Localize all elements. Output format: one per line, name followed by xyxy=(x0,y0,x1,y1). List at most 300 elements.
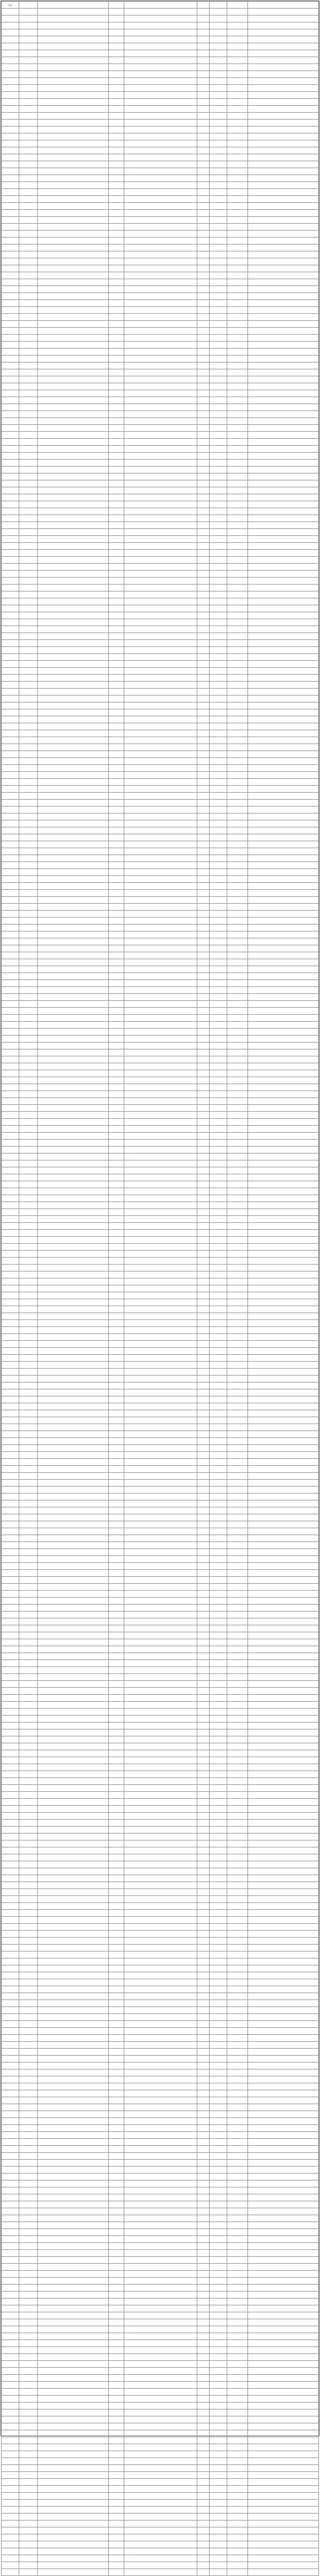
school-name-cell xyxy=(38,1160,109,1167)
tuition-cell xyxy=(227,1140,248,1147)
category-cell xyxy=(2,293,19,300)
category-cell xyxy=(2,113,19,120)
major-code-cell xyxy=(109,1084,124,1091)
tuition-cell xyxy=(227,29,248,36)
major-name-cell xyxy=(124,1986,197,1993)
remark-cell xyxy=(248,467,319,473)
plan-count-cell xyxy=(210,723,227,730)
school-name-cell xyxy=(38,238,109,244)
major-name-cell xyxy=(124,473,197,480)
tuition-cell xyxy=(227,2,248,9)
plan-count-cell xyxy=(210,1563,227,1570)
plan-count-cell xyxy=(210,2361,227,2368)
duration-cell xyxy=(197,2271,210,2278)
school-name-cell xyxy=(38,1507,109,1514)
duration-cell xyxy=(197,78,210,85)
major-name-cell xyxy=(124,1938,197,1945)
remark-cell xyxy=(248,1008,319,1015)
school-name-cell xyxy=(38,1265,109,1271)
major-code-cell xyxy=(109,779,124,786)
major-name-cell xyxy=(124,2174,197,2180)
remark-cell xyxy=(248,1251,319,1258)
major-name-cell xyxy=(124,765,197,772)
duration-cell xyxy=(197,1792,210,1799)
school-name-cell xyxy=(38,2118,109,2125)
remark-cell xyxy=(248,1611,319,1618)
major-name-cell xyxy=(124,2021,197,2028)
plan-count-cell xyxy=(210,1209,227,1216)
plan-count-cell xyxy=(210,1598,227,1605)
category-cell xyxy=(2,543,19,550)
plan-count-cell xyxy=(210,1487,227,1494)
school-name-cell xyxy=(38,369,109,376)
major-code-cell xyxy=(109,1535,124,1542)
category-cell xyxy=(2,2180,19,2187)
major-name-cell xyxy=(124,2527,197,2534)
remark-cell xyxy=(248,120,319,127)
major-name-cell xyxy=(124,189,197,196)
major-code-cell xyxy=(109,120,124,127)
plan-count-cell xyxy=(210,15,227,22)
school-name-cell xyxy=(38,1716,109,1722)
tuition-cell xyxy=(227,1827,248,1834)
tuition-cell xyxy=(227,1722,248,1729)
tuition-cell xyxy=(227,1847,248,1854)
duration-cell xyxy=(197,1618,210,1625)
major-code-cell xyxy=(109,571,124,578)
category-cell xyxy=(2,1528,19,1535)
tuition-cell xyxy=(227,9,248,15)
table-row xyxy=(2,272,319,279)
plan-count-cell xyxy=(210,584,227,591)
category-cell xyxy=(2,1632,19,1639)
school-code-cell xyxy=(19,2021,38,2028)
category-cell xyxy=(2,120,19,127)
plan-count-cell xyxy=(210,848,227,855)
duration-cell xyxy=(197,2229,210,2236)
tuition-cell xyxy=(227,1931,248,1938)
duration-cell xyxy=(197,2063,210,2069)
school-name-cell xyxy=(38,1167,109,1174)
remark-cell xyxy=(248,238,319,244)
duration-cell xyxy=(197,1861,210,1868)
school-name-cell xyxy=(38,2035,109,2042)
school-name-cell xyxy=(38,71,109,78)
tuition-cell xyxy=(227,2222,248,2229)
table-row xyxy=(2,841,319,848)
school-code-cell xyxy=(19,2229,38,2236)
table-row xyxy=(2,2167,319,2174)
school-name-cell xyxy=(38,2534,109,2541)
major-name-cell xyxy=(124,973,197,980)
major-name-cell xyxy=(124,737,197,744)
table-row xyxy=(2,1042,319,1049)
plan-count-cell xyxy=(210,1299,227,1306)
category-cell xyxy=(2,1369,19,1376)
school-name-cell xyxy=(38,1951,109,1958)
remark-cell xyxy=(248,9,319,15)
table-row xyxy=(2,404,319,411)
tuition-cell xyxy=(227,1438,248,1445)
remark-cell xyxy=(248,1806,319,1813)
tuition-cell xyxy=(227,460,248,467)
school-code-cell xyxy=(19,2201,38,2208)
school-code-cell xyxy=(19,1084,38,1091)
school-name-cell xyxy=(38,501,109,508)
duration-cell xyxy=(197,1036,210,1042)
school-code-cell xyxy=(19,57,38,64)
remark-cell xyxy=(248,231,319,238)
remark-cell xyxy=(248,1834,319,1840)
plan-count-cell xyxy=(210,869,227,876)
duration-cell xyxy=(197,702,210,709)
school-name-cell xyxy=(38,1521,109,1528)
table-row xyxy=(2,113,319,120)
school-name-cell xyxy=(38,890,109,897)
category-cell xyxy=(2,2333,19,2340)
table-row xyxy=(2,224,319,231)
major-name-cell xyxy=(124,2083,197,2090)
major-name-cell xyxy=(124,1389,197,1396)
duration-cell xyxy=(197,92,210,99)
duration-cell xyxy=(197,64,210,71)
school-name-cell xyxy=(38,751,109,758)
table-row xyxy=(2,473,319,480)
tuition-cell xyxy=(227,689,248,696)
duration-cell xyxy=(197,765,210,772)
table-row xyxy=(2,1743,319,1750)
major-name-cell xyxy=(124,1147,197,1153)
major-name-cell xyxy=(124,1799,197,1806)
major-code-cell xyxy=(109,272,124,279)
plan-count-cell xyxy=(210,1063,227,1070)
major-code-cell xyxy=(109,1487,124,1494)
category-cell xyxy=(2,1112,19,1119)
plan-count-cell xyxy=(210,1632,227,1639)
plan-count-cell xyxy=(210,571,227,578)
school-code-cell xyxy=(19,1632,38,1639)
tuition-cell xyxy=(227,1924,248,1931)
major-code-cell xyxy=(109,390,124,397)
category-cell xyxy=(2,1487,19,1494)
school-code-cell xyxy=(19,584,38,591)
school-name-cell xyxy=(38,1153,109,1160)
tuition-cell xyxy=(227,924,248,931)
major-code-cell xyxy=(109,2,124,9)
plan-count-cell xyxy=(210,959,227,966)
school-code-cell xyxy=(19,765,38,772)
major-name-cell xyxy=(124,1695,197,1702)
school-code-cell xyxy=(19,2562,38,2569)
tuition-cell xyxy=(227,1618,248,1625)
remark-cell xyxy=(248,2451,319,2458)
plan-count-cell xyxy=(210,564,227,571)
school-name-cell xyxy=(38,1618,109,1625)
category-cell xyxy=(2,2278,19,2285)
school-name-cell xyxy=(38,210,109,217)
major-name-cell xyxy=(124,1084,197,1091)
plan-count-cell xyxy=(210,522,227,529)
major-code-cell xyxy=(109,1639,124,1646)
plan-count-cell xyxy=(210,210,227,217)
remark-cell xyxy=(248,2375,319,2382)
major-code-cell xyxy=(109,1591,124,1598)
table-row xyxy=(2,2562,319,2569)
plan-count-cell xyxy=(210,1494,227,1500)
major-code-cell xyxy=(109,2042,124,2049)
major-name-cell xyxy=(124,1625,197,1632)
table-row xyxy=(2,2403,319,2409)
plan-count-cell xyxy=(210,2271,227,2278)
table-row xyxy=(2,1813,319,1820)
remark-cell xyxy=(248,480,319,487)
school-name-cell xyxy=(38,1605,109,1611)
table-row xyxy=(2,1369,319,1376)
major-name-cell xyxy=(124,1091,197,1098)
category-cell xyxy=(2,2479,19,2486)
duration-cell xyxy=(197,2514,210,2520)
major-code-cell xyxy=(109,1945,124,1951)
duration-cell xyxy=(197,473,210,480)
category-cell xyxy=(2,231,19,238)
major-name-cell xyxy=(124,2028,197,2035)
major-name-cell xyxy=(124,2389,197,2396)
school-code-cell xyxy=(19,2153,38,2160)
plan-count-cell xyxy=(210,279,227,286)
duration-cell xyxy=(197,1355,210,1362)
table-row xyxy=(2,362,319,369)
major-name-cell xyxy=(124,515,197,522)
remark-cell xyxy=(248,2465,319,2472)
school-name-cell xyxy=(38,1417,109,1424)
major-name-cell xyxy=(124,1445,197,1452)
school-code-cell xyxy=(19,43,38,50)
category-cell xyxy=(2,661,19,668)
school-name-cell xyxy=(38,9,109,15)
remark-cell xyxy=(248,529,319,536)
major-code-cell xyxy=(109,1126,124,1133)
school-code-cell xyxy=(19,1681,38,1688)
school-name-cell xyxy=(38,987,109,994)
category-cell xyxy=(2,1015,19,1022)
school-name-cell xyxy=(38,1202,109,1209)
major-name-cell xyxy=(124,446,197,453)
tuition-cell xyxy=(227,904,248,911)
major-name-cell xyxy=(124,2111,197,2118)
school-code-cell xyxy=(19,744,38,751)
major-code-cell xyxy=(109,328,124,335)
remark-cell xyxy=(248,834,319,841)
plan-count-cell xyxy=(210,1403,227,1410)
remark-cell xyxy=(248,2153,319,2160)
plan-count-cell xyxy=(210,952,227,959)
duration-cell xyxy=(197,1084,210,1091)
major-code-cell xyxy=(109,2389,124,2396)
remark-cell xyxy=(248,1820,319,1827)
remark-cell xyxy=(248,1910,319,1917)
duration-cell xyxy=(197,2437,210,2444)
major-code-cell xyxy=(109,238,124,244)
school-code-cell xyxy=(19,1424,38,1431)
table-row xyxy=(2,2333,319,2340)
major-name-cell xyxy=(124,2458,197,2465)
plan-count-cell xyxy=(210,29,227,36)
school-name-cell xyxy=(38,2368,109,2375)
duration-cell xyxy=(197,2201,210,2208)
table-row xyxy=(2,1133,319,1140)
school-name-cell xyxy=(38,612,109,619)
remark-cell xyxy=(248,1951,319,1958)
category-cell xyxy=(2,432,19,439)
remark-cell xyxy=(248,2139,319,2146)
duration-cell xyxy=(197,2305,210,2312)
remark-cell xyxy=(248,841,319,848)
duration-cell xyxy=(197,1965,210,1972)
school-code-cell xyxy=(19,945,38,952)
category-cell xyxy=(2,2271,19,2278)
school-code-cell xyxy=(19,342,38,349)
table-row xyxy=(2,439,319,446)
school-name-cell xyxy=(38,557,109,564)
table-row xyxy=(2,2,319,9)
school-code-cell xyxy=(19,120,38,127)
table-row xyxy=(2,1188,319,1195)
duration-cell xyxy=(197,1986,210,1993)
duration-cell xyxy=(197,807,210,813)
tuition-cell xyxy=(227,1188,248,1195)
duration-cell xyxy=(197,626,210,633)
major-name-cell xyxy=(124,78,197,85)
major-name-cell xyxy=(124,2326,197,2333)
major-code-cell xyxy=(109,737,124,744)
remark-cell xyxy=(248,2458,319,2465)
remark-cell xyxy=(248,501,319,508)
duration-cell xyxy=(197,876,210,883)
category-cell xyxy=(2,2097,19,2104)
school-code-cell xyxy=(19,2007,38,2014)
school-name-cell xyxy=(38,473,109,480)
school-code-cell xyxy=(19,349,38,355)
duration-cell xyxy=(197,2174,210,2180)
tuition-cell xyxy=(227,293,248,300)
school-code-cell xyxy=(19,793,38,800)
school-name-cell xyxy=(38,2514,109,2520)
major-name-cell xyxy=(124,1674,197,1681)
remark-cell xyxy=(248,397,319,404)
duration-cell xyxy=(197,2389,210,2396)
duration-cell xyxy=(197,2236,210,2243)
plan-count-cell xyxy=(210,647,227,654)
school-code-cell xyxy=(19,147,38,154)
school-code-cell xyxy=(19,1674,38,1681)
school-name-cell xyxy=(38,2326,109,2333)
duration-cell xyxy=(197,404,210,411)
school-code-cell xyxy=(19,2000,38,2007)
major-name-cell xyxy=(124,321,197,328)
major-name-cell xyxy=(124,369,197,376)
plan-count-cell xyxy=(210,133,227,140)
major-name-cell xyxy=(124,501,197,508)
remark-cell xyxy=(248,2382,319,2389)
remark-cell xyxy=(248,2403,319,2409)
table-row xyxy=(2,1056,319,1063)
tuition-cell xyxy=(227,411,248,418)
major-code-cell xyxy=(109,418,124,425)
category-cell xyxy=(2,1834,19,1840)
table-row xyxy=(2,2028,319,2035)
tuition-cell xyxy=(227,584,248,591)
category-cell xyxy=(2,2243,19,2250)
table-row xyxy=(2,231,319,238)
category-cell xyxy=(2,1209,19,1216)
school-code-cell xyxy=(19,1598,38,1605)
major-name-cell xyxy=(124,2416,197,2423)
duration-cell xyxy=(197,1840,210,1847)
major-code-cell xyxy=(109,473,124,480)
table-row xyxy=(2,453,319,460)
table-row xyxy=(2,1764,319,1771)
major-name-cell xyxy=(124,453,197,460)
duration-cell xyxy=(197,2375,210,2382)
remark-cell xyxy=(248,369,319,376)
table-row xyxy=(2,2208,319,2215)
major-code-cell xyxy=(109,1001,124,1008)
school-code-cell xyxy=(19,2548,38,2555)
category-cell xyxy=(2,321,19,328)
duration-cell xyxy=(197,2368,210,2375)
school-code-cell xyxy=(19,127,38,133)
major-name-cell xyxy=(124,564,197,571)
remark-cell xyxy=(248,2090,319,2097)
category-cell xyxy=(2,189,19,196)
major-code-cell xyxy=(109,1757,124,1764)
remark-cell xyxy=(248,1924,319,1931)
plan-count-cell xyxy=(210,71,227,78)
tuition-cell xyxy=(227,1702,248,1709)
tuition-cell xyxy=(227,1549,248,1556)
school-code-cell xyxy=(19,1299,38,1306)
duration-cell xyxy=(197,2180,210,2187)
duration-cell xyxy=(197,751,210,758)
major-name-cell xyxy=(124,1500,197,1507)
category-cell xyxy=(2,647,19,654)
major-code-cell xyxy=(109,113,124,120)
major-code-cell xyxy=(109,1584,124,1591)
major-code-cell xyxy=(109,1653,124,1660)
duration-cell xyxy=(197,2285,210,2291)
major-name-cell xyxy=(124,265,197,272)
major-name-cell xyxy=(124,924,197,931)
school-name-cell xyxy=(38,1098,109,1105)
remark-cell xyxy=(248,654,319,661)
major-name-cell xyxy=(124,251,197,258)
category-cell xyxy=(2,1382,19,1389)
duration-cell xyxy=(197,1757,210,1764)
remark-cell xyxy=(248,1792,319,1799)
duration-cell xyxy=(197,210,210,217)
plan-count-cell xyxy=(210,196,227,203)
school-code-cell xyxy=(19,973,38,980)
major-name-cell xyxy=(124,1063,197,1070)
school-name-cell xyxy=(38,2555,109,2562)
major-name-cell xyxy=(124,793,197,800)
table-row xyxy=(2,1070,319,1077)
duration-cell xyxy=(197,1153,210,1160)
school-code-cell xyxy=(19,300,38,307)
school-name-cell xyxy=(38,161,109,168)
school-name-cell xyxy=(38,467,109,473)
plan-count-cell xyxy=(210,2063,227,2069)
